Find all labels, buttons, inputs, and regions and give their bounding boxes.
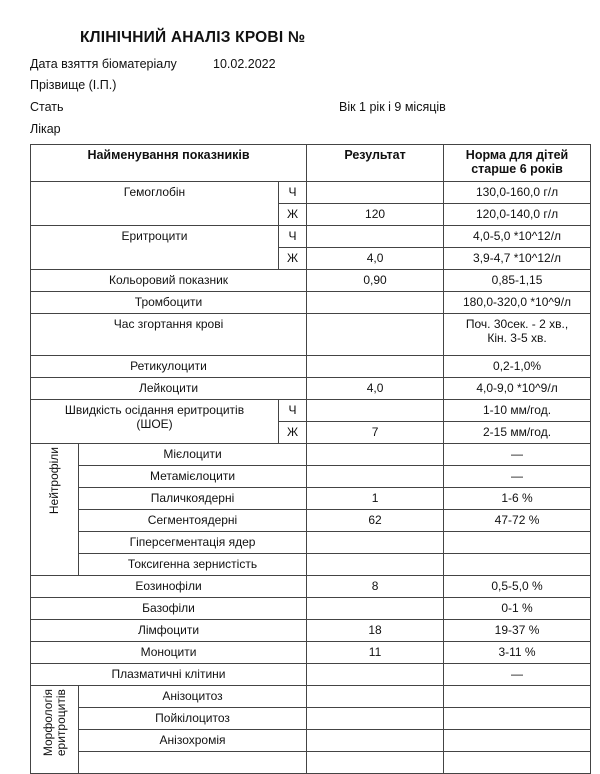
table-row xyxy=(31,356,591,378)
result-cell xyxy=(307,356,444,378)
sex-female-label: Ж xyxy=(279,204,307,226)
row-name-eosinophils: Еозинофіли xyxy=(31,576,307,598)
result-cell xyxy=(307,444,444,466)
row-name-lymphocytes: Лімфоцити xyxy=(31,620,307,642)
neutrophils-group-text: Нейтрофіли xyxy=(47,447,61,515)
table-row xyxy=(31,576,591,598)
table-row xyxy=(31,226,591,248)
esr-name-line-1: Швидкість осідання еритроцитів xyxy=(64,403,245,417)
result-cell xyxy=(307,292,444,314)
norm-line-2: Кін. 3-5 хв. xyxy=(487,331,547,345)
norm-cell: 1-6 % xyxy=(444,488,591,510)
result-cell xyxy=(307,598,444,620)
norm-cell: 0-1 % xyxy=(444,598,591,620)
result-cell: 0,90 xyxy=(307,270,444,292)
collection-date-label: Дата взяття біоматеріалу xyxy=(30,57,177,71)
sex-row xyxy=(30,100,446,114)
row-name-basophils: Базофіли xyxy=(31,598,307,620)
row-name: Анізоцитоз xyxy=(79,686,307,708)
result-cell: 8 xyxy=(307,576,444,598)
table-row xyxy=(31,400,591,422)
result-cell xyxy=(307,752,444,774)
result-cell: 62 xyxy=(307,510,444,532)
result-cell xyxy=(307,708,444,730)
norm-cell: 0,85-1,15 xyxy=(444,270,591,292)
result-cell: 4,0 xyxy=(307,248,444,270)
esr-name-line-2: (ШОЕ) xyxy=(136,417,173,431)
row-name: Токсигенна зернистість xyxy=(79,554,307,576)
norm-cell: — xyxy=(444,444,591,466)
neutrophils-group-label xyxy=(31,444,79,576)
header-norm: Норма для дітей старше 6 років xyxy=(444,145,591,182)
table-row xyxy=(31,620,591,642)
sex-female-label: Ж xyxy=(279,248,307,270)
table-row xyxy=(31,642,591,664)
table-header-row xyxy=(31,145,591,182)
result-cell: 7 xyxy=(307,422,444,444)
row-name: Сегментоядерні xyxy=(79,510,307,532)
table-row xyxy=(31,488,591,510)
row-name: Метамієлоцити xyxy=(79,466,307,488)
row-name-empty xyxy=(79,752,307,774)
table-row xyxy=(31,752,591,774)
norm-cell xyxy=(444,686,591,708)
row-name-monocytes: Моноцити xyxy=(31,642,307,664)
result-cell: 1 xyxy=(307,488,444,510)
result-cell xyxy=(307,466,444,488)
table-row xyxy=(31,664,591,686)
table-row xyxy=(31,598,591,620)
sex-male-label: Ч xyxy=(279,182,307,204)
table-row xyxy=(31,314,591,356)
morphology-group-label xyxy=(31,686,79,774)
row-name-color-index: Кольоровий показник xyxy=(31,270,307,292)
patient-name-label: Прізвище (І.П.) xyxy=(30,78,117,92)
sex-male-label: Ч xyxy=(279,226,307,248)
collection-date-value: 10.02.2022 xyxy=(213,57,276,71)
header-name: Найменування показників xyxy=(31,145,307,182)
norm-cell xyxy=(444,554,591,576)
table-row xyxy=(31,554,591,576)
norm-cell: 3-11 % xyxy=(444,642,591,664)
row-name-esr xyxy=(31,400,279,444)
result-cell xyxy=(307,664,444,686)
sex-female-label: Ж xyxy=(279,422,307,444)
table-row xyxy=(31,730,591,752)
table-row xyxy=(31,686,591,708)
norm-cell: 0,5-5,0 % xyxy=(444,576,591,598)
row-name: Паличкоядерні xyxy=(79,488,307,510)
table-row xyxy=(31,270,591,292)
norm-cell xyxy=(444,752,591,774)
result-cell xyxy=(307,730,444,752)
table-row xyxy=(31,292,591,314)
morphology-label-line-2: еритроцитів xyxy=(53,689,68,757)
row-name-leukocytes: Лейкоцити xyxy=(31,378,307,400)
norm-cell xyxy=(444,708,591,730)
table-row xyxy=(31,378,591,400)
norm-cell: — xyxy=(444,664,591,686)
row-name: Гіперсегментація ядер xyxy=(79,532,307,554)
norm-line-1: Поч. 30сек. - 2 хв., xyxy=(465,317,569,331)
collection-date-row xyxy=(30,57,276,71)
age-label: Вік 1 рік і 9 місяців xyxy=(339,100,446,114)
row-name-reticulocytes: Ретикулоцити xyxy=(31,356,307,378)
table-row xyxy=(31,510,591,532)
result-cell: 4,0 xyxy=(307,378,444,400)
row-name: Мієлоцити xyxy=(79,444,307,466)
sex-male-label: Ч xyxy=(279,400,307,422)
norm-cell: 180,0-320,0 *10^9/л xyxy=(444,292,591,314)
morphology-group-text xyxy=(42,689,68,756)
sex-label: Стать xyxy=(30,100,64,114)
norm-cell: 4,0-9,0 *10^9/л xyxy=(444,378,591,400)
doctor-label: Лікар xyxy=(30,122,61,136)
table-row xyxy=(31,466,591,488)
row-name: Пойкілоцитоз xyxy=(79,708,307,730)
norm-cell xyxy=(444,532,591,554)
table-row xyxy=(31,182,591,204)
norm-cell: 2-15 мм/год. xyxy=(444,422,591,444)
morphology-label-line-1: Морфологія xyxy=(40,689,55,757)
result-cell: 18 xyxy=(307,620,444,642)
blood-test-table xyxy=(30,144,591,774)
row-name-clotting-time: Час згортання крові xyxy=(31,314,307,356)
norm-cell: 1-10 мм/год. xyxy=(444,400,591,422)
norm-cell xyxy=(444,314,591,356)
result-cell: 11 xyxy=(307,642,444,664)
norm-cell xyxy=(444,730,591,752)
norm-cell: 130,0-160,0 г/л xyxy=(444,182,591,204)
norm-cell: 3,9-4,7 *10^12/л xyxy=(444,248,591,270)
norm-cell: 19-37 % xyxy=(444,620,591,642)
result-cell xyxy=(307,400,444,422)
result-cell xyxy=(307,182,444,204)
row-name-platelets: Тромбоцити xyxy=(31,292,307,314)
norm-cell: 47-72 % xyxy=(444,510,591,532)
norm-cell: 4,0-5,0 *10^12/л xyxy=(444,226,591,248)
result-cell xyxy=(307,686,444,708)
row-name: Анізохромія xyxy=(79,730,307,752)
result-cell xyxy=(307,532,444,554)
page-title: КЛІНІЧНИЙ АНАЛІЗ КРОВІ № xyxy=(80,29,306,46)
row-name-erythrocytes: Еритроцити xyxy=(31,226,279,270)
norm-cell: — xyxy=(444,466,591,488)
result-cell xyxy=(307,226,444,248)
result-cell xyxy=(307,554,444,576)
row-name-plasma-cells: Плазматичні клітини xyxy=(31,664,307,686)
norm-cell: 120,0-140,0 г/л xyxy=(444,204,591,226)
row-name-hemoglobin: Гемоглобін xyxy=(31,182,279,226)
norm-cell: 0,2-1,0% xyxy=(444,356,591,378)
result-cell: 120 xyxy=(307,204,444,226)
table-row xyxy=(31,708,591,730)
header-result: Результат xyxy=(307,145,444,182)
table-row xyxy=(31,444,591,466)
result-cell xyxy=(307,314,444,356)
table-row xyxy=(31,532,591,554)
